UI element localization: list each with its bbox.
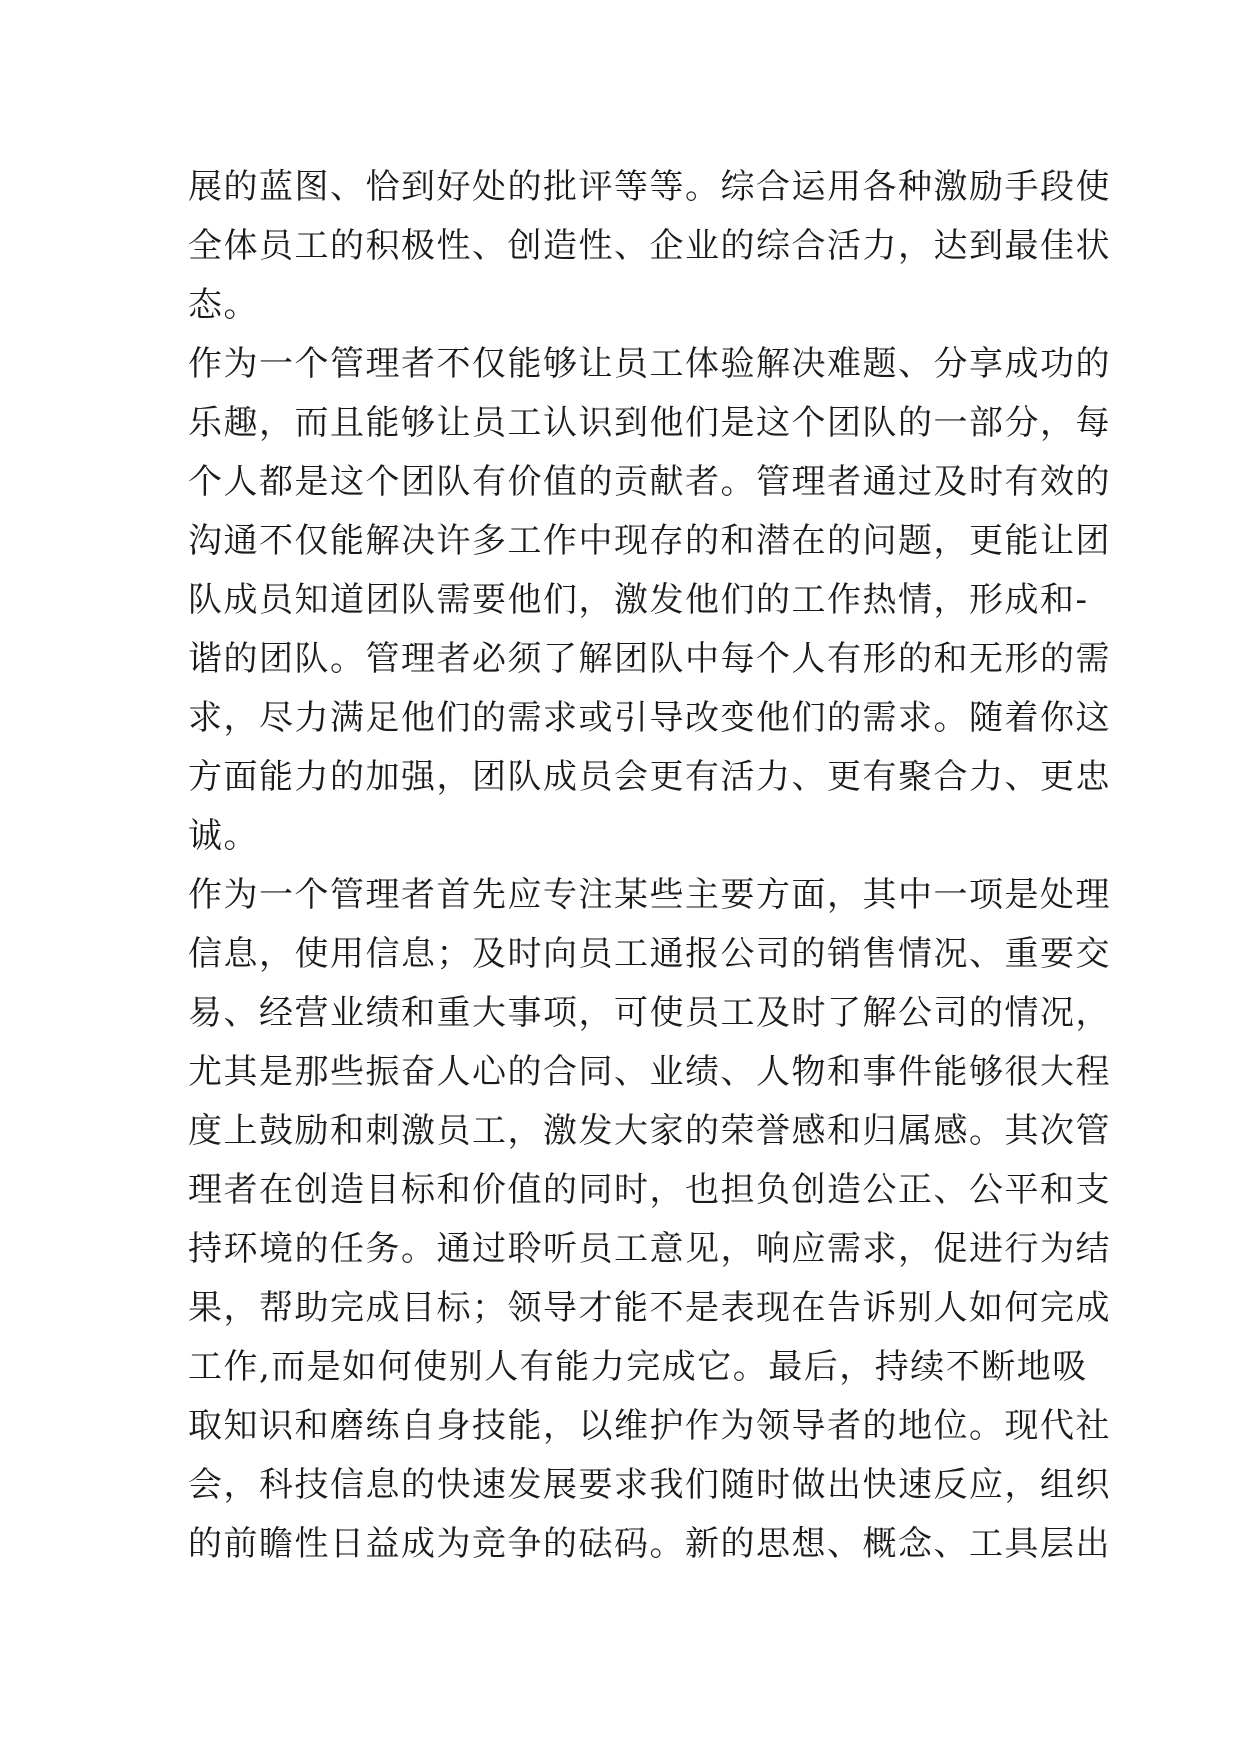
text-line: 个人都是这个团队有价值的贡献者。管理者通过及时有效的 (188, 462, 1111, 502)
text-line: 展的蓝图、恰到好处的批评等等。综合运用各种激励手段使 (188, 167, 1111, 207)
text-line: 沟通不仅能解决许多工作中现存的和潜在的问题，更能让团 (188, 521, 1111, 561)
text-line: 会，科技信息的快速发展要求我们随时做出快速反应，组织 (188, 1465, 1111, 1505)
text-line: 作为一个管理者不仅能够让员工体验解决难题、分享成功的 (188, 344, 1111, 384)
text-line: 持环境的任务。通过聆听员工意见，响应需求，促进行为结 (188, 1229, 1111, 1269)
text-line: 果，帮助完成目标；领导才能不是表现在告诉别人如何完成 (188, 1288, 1111, 1328)
text-line: 工作,而是如何使别人有能力完成它。最后，持续不断地吸 (188, 1347, 1088, 1387)
text-line: 全体员工的积极性、创造性、企业的综合活力，达到最佳状 (188, 226, 1111, 266)
text-line: 作为一个管理者首先应专注某些主要方面，其中一项是处理 (188, 875, 1111, 915)
text-line: 乐趣，而且能够让员工认识到他们是这个团队的一部分，每 (188, 403, 1111, 443)
text-line: 求，尽力满足他们的需求或引导改变他们的需求。随着你这 (188, 698, 1111, 738)
text-line: 诚。 (188, 816, 259, 856)
text-line: 取知识和磨练自身技能，以维护作为领导者的地位。现代社 (188, 1406, 1111, 1446)
text-line: 态。 (188, 285, 259, 325)
text-line: 谐的团队。管理者必须了解团队中每个人有形的和无形的需 (188, 639, 1111, 679)
text-line: 度上鼓励和刺激员工，激发大家的荣誉感和归属感。其次管 (188, 1111, 1111, 1151)
text-line: 尤其是那些振奋人心的合同、业绩、人物和事件能够很大程 (188, 1052, 1111, 1092)
text-line: 易、经营业绩和重大事项，可使员工及时了解公司的情况， (188, 993, 1111, 1033)
text-line: 理者在创造目标和价值的同时，也担负创造公正、公平和支 (188, 1170, 1111, 1210)
text-line: 信息，使用信息；及时向员工通报公司的销售情况、重要交 (188, 934, 1111, 974)
text-line: 方面能力的加强，团队成员会更有活力、更有聚合力、更忠 (188, 757, 1111, 797)
text-line: 队成员知道团队需要他们，激发他们的工作热情，形成和- (188, 580, 1089, 620)
body-text (188, 158, 1111, 1574)
text-line: 的前瞻性日益成为竞争的砝码。新的思想、概念、工具层出 (188, 1524, 1111, 1564)
